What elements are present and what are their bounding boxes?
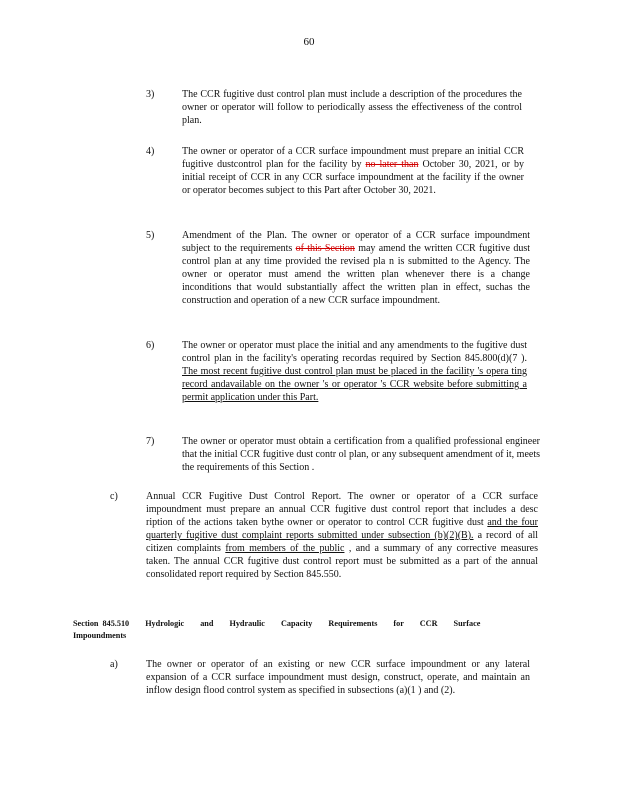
section-title: Hydrologic and Hydraulic Capacity Requirements for CCR Surface Impoundments [73,619,481,640]
page-number: 60 [303,36,315,48]
item-6-label: 6) [146,340,155,351]
item-a-text: The owner or operator of an existing or new CCR surface impoundment or any lateral expansion of a CCR surface impoundment must design, construct, operate, and maintain an inflow design flood control system as specified in subsections (a)(1 ) and (2). [146,659,530,696]
item-5-text-b: may amend the written CCR fugitive dust control plan at any time provided the revised pla n is submitted to the Agency. The owner or operator must amend the written plan whenever there is a change inconditions that would substantially affect the written plan in effect, suchas the construction and operation of a new CCR surface impoundment. [182,243,531,306]
section-heading [73,618,543,642]
item-6-text-a: The owner or operator must place the initial and any amendments to the fugitive dust control plan in the facility's operating recordas required by Section 845.800(d)(7 ). [182,340,527,364]
item-4-text-b: October 30, 2021, or by initial receipt of CCR in any CCR surface impoundment at the facility if the owner or operator becomes subject to this Part after October 30, 2021. [182,159,525,196]
item-c-inserted-2: from members of the public [225,543,345,554]
item-a-label: a) [110,659,118,670]
section-number: Section 845.510 [73,619,130,628]
item-7-text: The owner or operator must obtain a certification from a qualified professional engineer that the initial CCR fugitive dust contr ol plan, or any subsequent amendment of it, meets the requirements of this Section . [182,436,540,473]
item-5-label: 5) [146,230,155,241]
item-4-label: 4) [146,146,155,157]
item-6-paragraph [182,339,527,404]
item-4-deleted-text: no later than [365,159,419,170]
item-c-text-b: a record of all citizen complaints [146,530,538,554]
item-c-label: c) [110,491,118,502]
item-5-paragraph [182,229,530,307]
item-c-text-a: Annual CCR Fugitive Dust Control Report. The owner or operator of a CCR surface impoundment must prepare an annual CCR fugitive dust control report that includes a desc ription of the actions taken bythe owner or operator to control CCR fugitive dust [146,491,538,528]
item-c-inserted-1: and the four quarterly fugitive dust complaint reports submitted under subsection (b)(2)(B). [146,517,538,541]
item-3-label: 3) [146,89,155,100]
item-4-paragraph [182,145,524,197]
item-4-text-a: The owner or operator of a CCR surface impoundment must prepare an initial CCR fugitive dustcontrol plan for the facility by [182,146,524,170]
item-5-deleted-text: of this Section [295,243,355,254]
item-7-label: 7) [146,436,155,447]
item-3-text: The CCR fugitive dust control plan must include a description of the procedures the owner or operator will follow to periodically assess the effectiveness of the control plan. [182,89,522,126]
item-c-paragraph [146,490,538,581]
item-5-text-a: Amendment of the Plan. The owner or operator of a CCR surface impoundment subject to the requirements [182,230,530,254]
item-c-text-c: , and a summary of any corrective measures taken. The annual CCR fugitive dust control report must be submitted as a part of the annual consolidated report required by Section 845.550. [146,543,539,580]
item-6-inserted-text: The most recent fugitive dust control plan must be placed in the facility 's opera ting record andavailable on the owner 's or operator 's CCR website before submitting a permit application under this Part. [182,366,527,403]
